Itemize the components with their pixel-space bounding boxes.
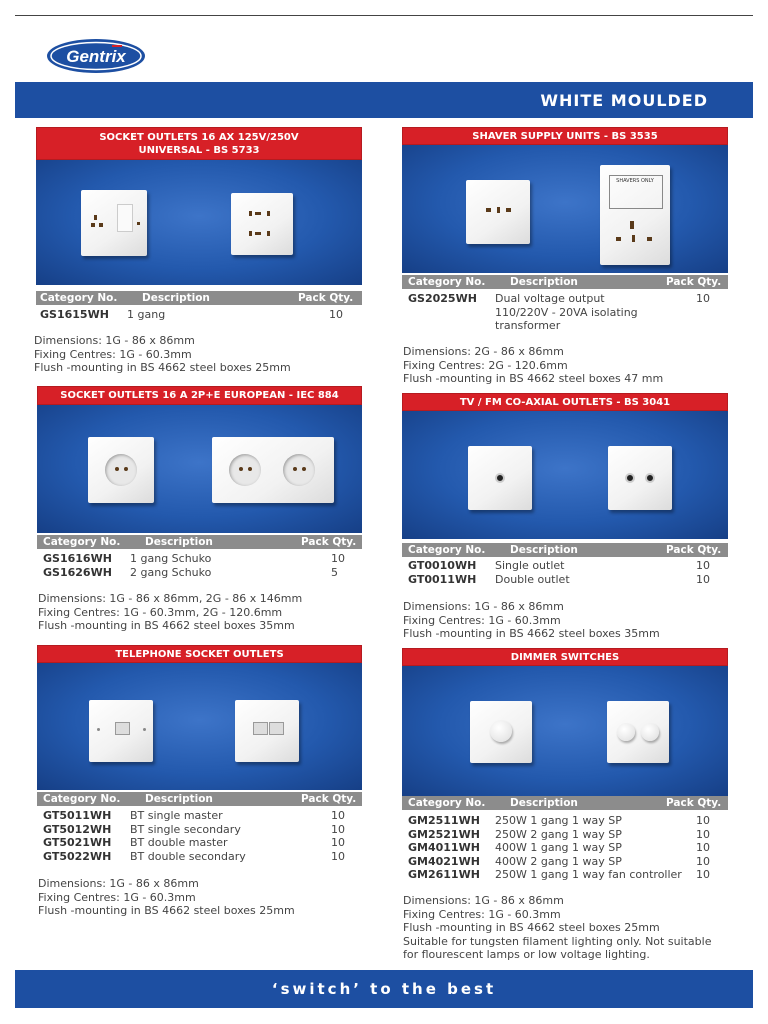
- note-mounting: Flush -mounting in BS 4662 steel boxes 35mm: [38, 619, 295, 632]
- section-title-line1: SOCKET OUTLETS 16 AX 125V/250V: [99, 131, 299, 143]
- product-photo: [402, 145, 728, 273]
- dimmer-plate-2-gang: [607, 701, 669, 763]
- col-description: Description: [145, 793, 213, 805]
- socket-plate-1-gang: [81, 190, 147, 256]
- row-code: GT5011WH: [43, 809, 112, 822]
- section-notes: [38, 592, 302, 633]
- row-description: 400W 2 gang 1 way SP: [495, 855, 622, 868]
- note-fixing: Fixing Centres: 1G - 60.3mm: [403, 907, 561, 921]
- note-dimensions: Dimensions: 1G - 86 x 86mm: [403, 894, 564, 907]
- row-qty: 10: [696, 855, 710, 868]
- section-title: [37, 645, 362, 663]
- col-category: Category No.: [408, 276, 486, 288]
- tv-plate-single: [468, 446, 532, 510]
- section-notes: [403, 600, 660, 641]
- row-description-line3: transformer: [495, 319, 561, 332]
- row-code: GS1626WH: [43, 566, 112, 579]
- note-dimensions: Dimensions: 1G - 86 x 86mm: [38, 877, 199, 890]
- note-mounting: Flush -mounting in BS 4662 steel boxes 25mm: [34, 361, 291, 374]
- row-qty: 10: [696, 573, 710, 586]
- table-row: [37, 809, 362, 823]
- row-code: GT0011WH: [408, 573, 477, 586]
- table-header: [37, 535, 362, 549]
- row-qty: 10: [329, 308, 343, 321]
- row-code: GM2611WH: [408, 868, 480, 881]
- col-category: Category No.: [43, 793, 121, 805]
- shaver-plate-label: SHAVERS ONLY: [616, 178, 654, 184]
- note-mounting: Flush -mounting in BS 4662 steel boxes 47 mm: [403, 372, 664, 385]
- table-header: [402, 275, 728, 289]
- product-photo: [37, 405, 362, 533]
- col-pack-qty: Pack Qty.: [666, 276, 722, 288]
- row-qty: 10: [696, 841, 710, 854]
- row-code: GT0010WH: [408, 559, 477, 572]
- row-qty: 10: [331, 809, 345, 822]
- col-description: Description: [510, 797, 578, 809]
- table-row: [402, 814, 728, 828]
- shaver-plate-small: [466, 180, 530, 244]
- col-category: Category No.: [408, 797, 486, 809]
- note-dimensions: Dimensions: 2G - 86 x 86mm: [403, 345, 564, 358]
- col-category: Category No.: [40, 292, 118, 304]
- section-notes: [38, 877, 295, 918]
- gentrix-logo: [46, 38, 146, 74]
- note-fixing: Fixing Centres: 2G - 120.6mm: [403, 358, 568, 372]
- note-mounting: Flush -mounting in BS 4662 steel boxes 25mm: [38, 904, 295, 917]
- socket-plate-universal: [231, 193, 293, 255]
- row-description: 1 gang: [127, 308, 166, 321]
- row-code: GM4021WH: [408, 855, 480, 868]
- product-photo: [402, 411, 728, 539]
- table-row: [37, 566, 362, 580]
- table-row: [402, 855, 728, 869]
- row-code: GS1615WH: [40, 308, 109, 321]
- product-photo: [36, 160, 362, 285]
- note-dimensions: Dimensions: 1G - 86 x 86mm, 2G - 86 x 146mm: [38, 592, 303, 605]
- row-description: Single outlet: [495, 559, 565, 572]
- table-row: [402, 868, 728, 882]
- section-title-line2: UNIVERSAL - BS 5733: [138, 144, 260, 156]
- table-row: [402, 573, 728, 587]
- product-photo: [402, 666, 728, 796]
- row-qty: 10: [331, 552, 345, 565]
- table-row: [37, 836, 362, 850]
- col-description: Description: [145, 536, 213, 548]
- col-description: Description: [510, 276, 578, 288]
- row-description: BT single secondary: [130, 823, 241, 836]
- row-code: GS1616WH: [43, 552, 112, 565]
- row-description: 1 gang Schuko: [130, 552, 212, 565]
- row-qty: 10: [331, 836, 345, 849]
- section-title-line1: SOCKET OUTLETS 16 A 2P+E EUROPEAN - IEC 884: [60, 390, 339, 401]
- row-code: GT5012WH: [43, 823, 112, 836]
- row-description: BT single master: [130, 809, 223, 822]
- row-qty: 10: [696, 828, 710, 841]
- tv-plate-double: [608, 446, 672, 510]
- row-code: GT5022WH: [43, 850, 112, 863]
- col-pack-qty: Pack Qty.: [666, 544, 722, 556]
- section-notes: [403, 894, 711, 962]
- shaver-plate-dual: [600, 165, 670, 265]
- row-description: 250W 1 gang 1 way SP: [495, 814, 622, 827]
- table-row: [37, 850, 362, 864]
- page-title: WHITE MOULDED: [540, 91, 708, 110]
- note-mounting: Flush -mounting in BS 4662 steel boxes 25mm: [403, 921, 660, 934]
- table-row: [37, 552, 362, 566]
- table-row: [402, 292, 728, 333]
- section-notes: [403, 345, 663, 386]
- row-code: GT5021WH: [43, 836, 112, 849]
- section-title: [37, 386, 362, 405]
- section-title-line1: SHAVER SUPPLY UNITS - BS 3535: [472, 130, 658, 142]
- telephone-plate-double: [235, 700, 299, 762]
- note-dimensions: Dimensions: 1G - 86 x 86mm: [403, 600, 564, 613]
- note-suitability: Suitable for tungsten filament lighting only. Not suitable: [403, 934, 712, 948]
- table-row: [37, 823, 362, 837]
- section-notes: [34, 334, 291, 375]
- row-qty: 10: [696, 292, 710, 305]
- footer-tagline: ‘switch’ to the best: [271, 980, 497, 998]
- row-code: GS2025WH: [408, 292, 477, 305]
- row-description: 400W 1 gang 1 way SP: [495, 841, 622, 854]
- row-description: BT double secondary: [130, 850, 246, 863]
- col-description: Description: [510, 544, 578, 556]
- note-fixing: Fixing Centres: 1G - 60.3mm: [34, 347, 192, 361]
- row-description: BT double master: [130, 836, 228, 849]
- note-fixing: Fixing Centres: 1G - 60.3mm: [38, 890, 196, 904]
- row-description: 250W 1 gang 1 way fan controller: [495, 868, 682, 881]
- schuko-plate-1-gang: [88, 437, 154, 503]
- table-header: [402, 796, 728, 810]
- row-description: 250W 2 gang 1 way SP: [495, 828, 622, 841]
- row-code: GM2521WH: [408, 828, 480, 841]
- dimmer-plate-1-gang: [470, 701, 532, 763]
- footer-banner: [15, 970, 753, 1008]
- section-title-line1: TV / FM CO-AXIAL OUTLETS - BS 3041: [459, 396, 671, 408]
- table-row: [402, 828, 728, 842]
- product-photo: [37, 663, 362, 790]
- section-title: [402, 127, 728, 145]
- col-pack-qty: Pack Qty.: [666, 797, 722, 809]
- row-qty: 10: [331, 850, 345, 863]
- row-qty: 10: [696, 814, 710, 827]
- row-description: 2 gang Schuko: [130, 566, 212, 579]
- row-description: Dual voltage output: [495, 292, 605, 305]
- table-row: [36, 308, 362, 322]
- top-rule: [15, 15, 753, 16]
- section-title: [36, 127, 362, 160]
- row-qty: 10: [696, 559, 710, 572]
- section-title: [402, 393, 728, 411]
- row-description: Double outlet: [495, 573, 570, 586]
- table-header: [36, 291, 362, 305]
- row-qty: 5: [331, 566, 338, 579]
- table-row: [402, 841, 728, 855]
- row-code: GM2511WH: [408, 814, 480, 827]
- section-title-line1: DIMMER SWITCHES: [510, 651, 620, 663]
- header-banner: [15, 82, 753, 118]
- col-pack-qty: Pack Qty.: [301, 793, 357, 805]
- row-code: GM4011WH: [408, 841, 480, 854]
- col-category: Category No.: [43, 536, 121, 548]
- table-header: [402, 543, 728, 557]
- col-pack-qty: Pack Qty.: [298, 292, 354, 304]
- note-fixing: Fixing Centres: 1G - 60.3mm, 2G - 120.6mm: [38, 605, 283, 619]
- table-header: [37, 792, 362, 806]
- section-title: [402, 648, 728, 666]
- note-dimensions: Dimensions: 1G - 86 x 86mm: [34, 334, 195, 347]
- schuko-plate-2-gang: [212, 437, 334, 503]
- note-suitability-cont: for flourescent lamps or low voltage lighting.: [403, 948, 650, 961]
- telephone-plate-single: [89, 700, 153, 762]
- col-category: Category No.: [408, 544, 486, 556]
- table-row: [402, 559, 728, 573]
- col-pack-qty: Pack Qty.: [301, 536, 357, 548]
- row-description-line2: 110/220V - 20VA isolating: [495, 305, 638, 319]
- col-description: Description: [142, 292, 210, 304]
- logo-text: Gentrix: [66, 47, 126, 66]
- note-fixing: Fixing Centres: 1G - 60.3mm: [403, 613, 561, 627]
- row-qty: 10: [331, 823, 345, 836]
- section-title-line1: TELEPHONE SOCKET OUTLETS: [115, 648, 284, 660]
- note-mounting: Flush -mounting in BS 4662 steel boxes 35mm: [403, 627, 660, 640]
- row-qty: 10: [696, 868, 710, 881]
